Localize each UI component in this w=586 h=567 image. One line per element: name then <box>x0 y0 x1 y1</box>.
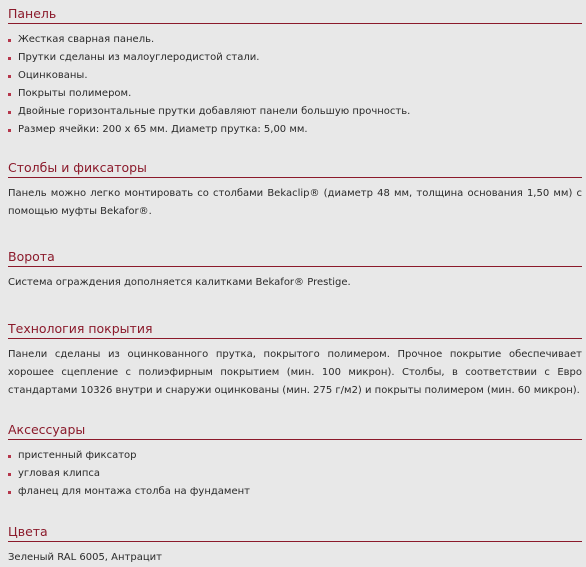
list-item-text: пристенный фиксатор <box>18 450 137 461</box>
bullet-icon <box>8 473 11 476</box>
section-accessories <box>8 422 582 501</box>
coating-description: Панели сделаны из оцинкованного прутка, покрытого полимером. Прочное покрытие обеспечивает хорошее сцепление с полиэфирным покрытием (мин. 100 микрон). Столбы, в соответствии с Евро стандартами 10326 внутри и снаружи оцинкованы (мин. 275 г/м2) и покрыты полимером (мин. 60 микрон). <box>8 349 582 396</box>
section-heading-gates: Ворота <box>8 249 582 267</box>
section-posts <box>8 160 582 221</box>
bullet-icon <box>8 129 11 132</box>
section-heading-panel: Панель <box>8 6 582 24</box>
bullet-icon <box>8 455 11 458</box>
list-item <box>8 465 582 483</box>
posts-description: Панель можно легко монтировать со столбами Bekaclip® (диаметр 48 мм, толщина основания 1,50 мм) с помощью муфты Bekafor®. <box>8 188 582 217</box>
list-item <box>8 103 582 121</box>
list-item <box>8 31 582 49</box>
bullet-icon <box>8 39 11 42</box>
bullet-icon <box>8 491 11 494</box>
list-item <box>8 49 582 67</box>
section-coating <box>8 321 582 400</box>
list-item-text: Оцинкованы. <box>18 70 88 81</box>
section-panel <box>8 6 582 139</box>
bullet-icon <box>8 93 11 96</box>
list-item-text: Прутки сделаны из малоуглеродистой стали. <box>18 52 260 63</box>
bullet-icon <box>8 75 11 78</box>
list-item-text: угловая клипса <box>18 468 100 479</box>
list-item-text: Жесткая сварная панель. <box>18 34 155 45</box>
list-item-text: Покрыты полимером. <box>18 88 132 99</box>
list-item <box>8 67 582 85</box>
section-heading-posts: Столбы и фиксаторы <box>8 160 582 178</box>
section-heading-accessories: Аксессуары <box>8 422 582 440</box>
gates-description: Система ограждения дополняется калитками Bekafor® Prestige. <box>8 277 351 288</box>
bullet-icon <box>8 111 11 114</box>
section-colors <box>8 524 582 567</box>
section-heading-colors: Цвета <box>8 524 582 542</box>
bullet-icon <box>8 57 11 60</box>
list-item <box>8 483 582 501</box>
list-item <box>8 447 582 465</box>
list-item-text: фланец для монтажа столба на фундамент <box>18 486 250 497</box>
list-item-text: Двойные горизонтальные прутки добавляют панели большую прочность. <box>18 106 411 117</box>
accessories-list <box>8 447 582 501</box>
list-item-text: Размер ячейки: 200 х 65 мм. Диаметр прутка: 5,00 мм. <box>18 124 308 135</box>
colors-description: Зеленый RAL 6005, Антрацит <box>8 552 162 563</box>
section-heading-coating: Технология покрытия <box>8 321 582 339</box>
list-item <box>8 85 582 103</box>
panel-features-list <box>8 31 582 139</box>
section-gates <box>8 249 582 292</box>
list-item <box>8 121 582 139</box>
